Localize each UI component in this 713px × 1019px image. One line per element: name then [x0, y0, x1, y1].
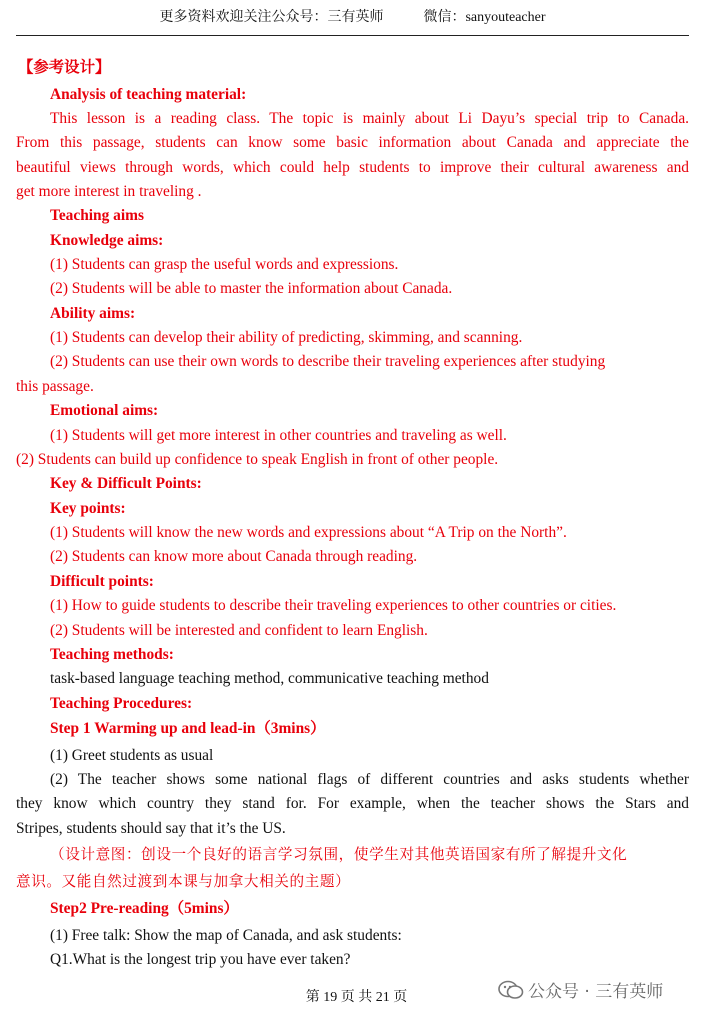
watermark [498, 977, 663, 1002]
question-line: Q1.What is the longest trip you have ever taken? [50, 951, 351, 968]
list-item: (1) Greet students as usual [50, 747, 214, 764]
header-left: 更多资料欢迎关注公众号：三有英师 [159, 10, 384, 25]
list-item: (2) Students will be interested and confident to learn English. [50, 622, 428, 639]
paragraph-line: beautiful views through words, which could help students to improve their cultural awareness and [16, 159, 689, 176]
list-item: (2) Students can build up confidence to speak English in front of other people. [16, 451, 499, 468]
heading-difficult-points: Difficult points: [50, 573, 154, 590]
section-label: 【参考设计】 [18, 59, 111, 76]
heading-step-2: Step2 Pre-reading（5mins） [50, 900, 239, 917]
heading-knowledge-aims: Knowledge aims: [50, 232, 164, 249]
heading-key-difficult-points: Key & Difficult Points: [50, 475, 202, 492]
list-item: (1) Free talk: Show the map of Canada, and ask students: [50, 927, 402, 944]
paragraph-line: This lesson is a reading class. The topic is mainly about Li Dayu’s special trip to Canada. [50, 110, 689, 127]
list-item: (1) Students will know the new words and expressions about “A Trip on the North”. [50, 524, 567, 541]
heading-analysis: Analysis of teaching material: [50, 86, 247, 103]
heading-key-points: Key points: [50, 500, 126, 517]
list-item: (2) Students can use their own words to describe their traveling experiences after studying [50, 353, 606, 370]
heading-teaching-procedures: Teaching Procedures: [50, 695, 193, 712]
list-item: (1) Students will get more interest in other countries and traveling as well. [50, 427, 507, 444]
list-item: (2) Students will be able to master the information about Canada. [50, 280, 453, 297]
list-item-continuation: this passage. [16, 378, 94, 395]
heading-step-1: Step 1 Warming up and lead-in（3mins） [50, 720, 326, 737]
design-intent-note: （设计意图：创设一个良好的语言学习氛围，使学生对其他英语国家有所了解提升文化 [50, 846, 628, 863]
header-right: 微信：sanyouteacher [423, 10, 546, 25]
list-item: (1) Students can grasp the useful words and expressions. [50, 256, 399, 273]
list-item: (1) Students can develop their ability of predicting, skimming, and scanning. [50, 329, 523, 346]
heading-emotional-aims: Emotional aims: [50, 402, 159, 419]
heading-teaching-methods: Teaching methods: [50, 646, 174, 663]
page-header [16, 0, 689, 36]
design-intent-note: 意识。又能自然过渡到本课与加拿大相关的主题） [16, 873, 351, 890]
wechat-icon [498, 980, 524, 1000]
watermark-text: 公众号 · 三有英师 [528, 982, 664, 1002]
heading-ability-aims: Ability aims: [50, 305, 136, 322]
methods-text: task-based language teaching method, communicative teaching method [50, 670, 489, 687]
paragraph-line: Stripes, students should say that it’s the US. [16, 820, 286, 837]
heading-teaching-aims: Teaching aims [50, 207, 144, 224]
paragraph-line: they know which country they stand for. For example, when the teacher shows the Stars and [16, 795, 689, 812]
list-item: (2) The teacher shows some national flags of different countries and asks students whether [50, 771, 689, 788]
paragraph-line: get more interest in traveling . [16, 183, 202, 200]
list-item: (1) How to guide students to describe their traveling experiences to other countries or cities. [50, 597, 617, 614]
list-item: (2) Students can know more about Canada through reading. [50, 548, 418, 565]
page-number: 第 19 页 共 21 页 [305, 990, 408, 1005]
paragraph-line: From this passage, students can know some basic information about Canada and appreciate the [16, 134, 689, 151]
